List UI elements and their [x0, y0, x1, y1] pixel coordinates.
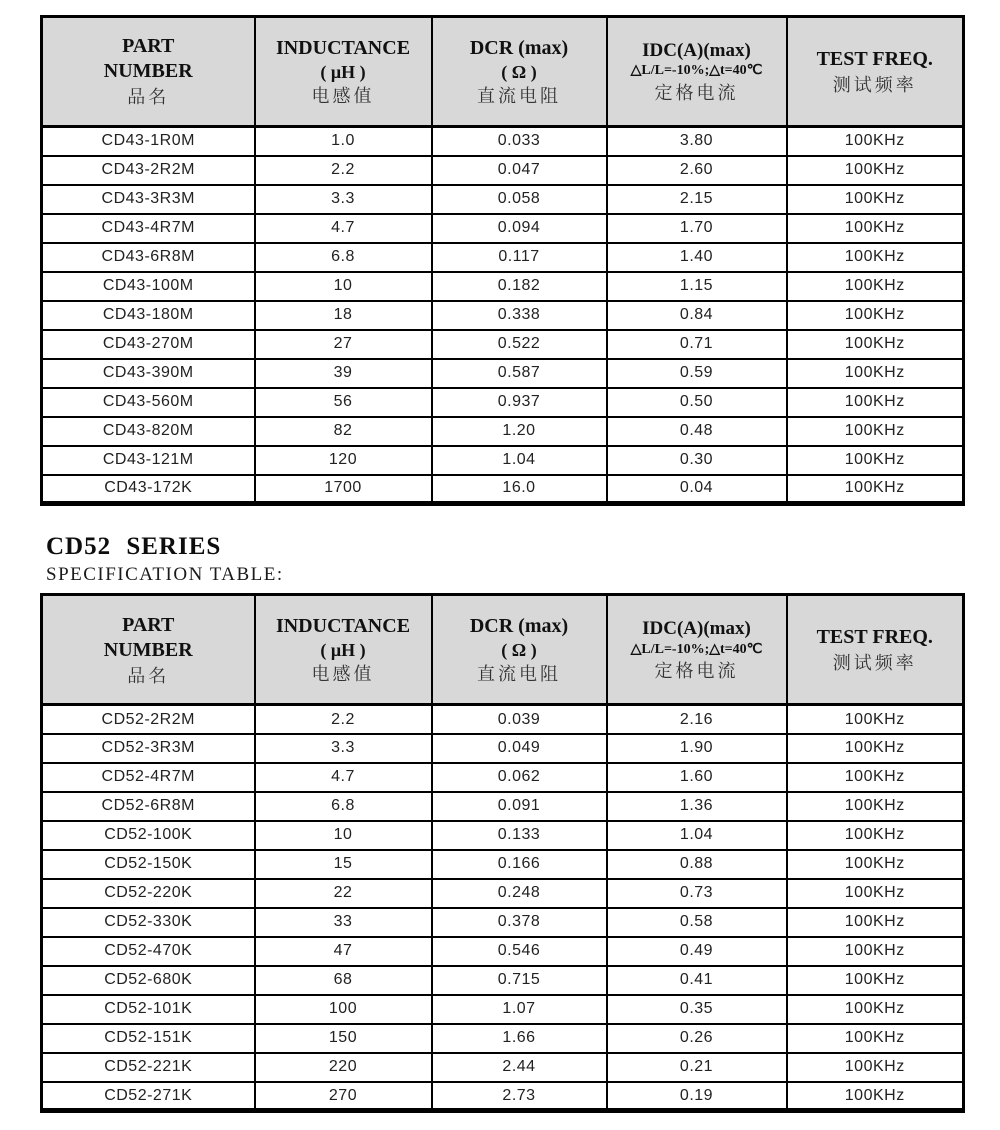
table-cell: 1.66 [432, 1024, 607, 1053]
header-line-unit: ( μH ) [320, 61, 366, 82]
table-cell: CD52-470K [42, 937, 255, 966]
header-line-cn: 品名 [127, 665, 170, 686]
table-row [42, 908, 964, 937]
table-cell: 0.71 [607, 330, 787, 359]
header-line-cn: 定格电流 [654, 661, 739, 682]
table-cell: 100KHz [787, 792, 964, 821]
table-cell: 100KHz [787, 705, 964, 734]
table-row [42, 243, 964, 272]
table-cell: 4.7 [255, 763, 432, 792]
header-line-cn: 电感值 [311, 664, 375, 685]
table-cell: 150 [255, 1024, 432, 1053]
col-header-test-freq [787, 595, 964, 705]
table-cell: 10 [255, 821, 432, 850]
table-header-row [42, 595, 964, 705]
table-cell: 0.094 [432, 214, 607, 243]
table-cell: 10 [255, 272, 432, 301]
table-cell: 100KHz [787, 850, 964, 879]
table-cell: 1.0 [255, 127, 432, 156]
table-cell: 2.44 [432, 1053, 607, 1082]
table-cell: 0.117 [432, 243, 607, 272]
table-cell: 47 [255, 937, 432, 966]
table-cell: 2.60 [607, 156, 787, 185]
table-cell: 2.15 [607, 185, 787, 214]
cd52-table-body [42, 705, 964, 1111]
table-cell: 6.8 [255, 243, 432, 272]
table-row [42, 734, 964, 763]
table-cell: 0.039 [432, 705, 607, 734]
table-cell: 0.73 [607, 879, 787, 908]
table-cell: 220 [255, 1053, 432, 1082]
header-line-cn: 直流电阻 [477, 86, 561, 106]
header-line-en: TEST FREQ. [816, 626, 933, 649]
table-cell: 68 [255, 966, 432, 995]
table-row [42, 417, 964, 446]
table-cell: CD43-2R2M [42, 156, 255, 185]
table-cell: 0.058 [432, 185, 607, 214]
table-cell: 100KHz [787, 995, 964, 1024]
table-row [42, 966, 964, 995]
table-cell: 0.26 [607, 1024, 787, 1053]
table-cell: 100KHz [787, 1024, 964, 1053]
table-cell: 33 [255, 908, 432, 937]
table-cell: CD52-330K [42, 908, 255, 937]
table-cell: CD43-172K [42, 475, 255, 504]
cd43-table-header [42, 17, 964, 127]
table-cell: CD43-270M [42, 330, 255, 359]
table-cell: CD43-1R0M [42, 127, 255, 156]
table-cell: CD43-560M [42, 388, 255, 417]
table-cell: 39 [255, 359, 432, 388]
table-cell: 0.88 [607, 850, 787, 879]
table-cell: 100KHz [787, 821, 964, 850]
table-row [42, 850, 964, 879]
table-cell: 100KHz [787, 879, 964, 908]
header-line-unit: ( μH ) [320, 639, 366, 660]
header-line-en: IDC(A)(max) [642, 39, 751, 61]
table-cell: 0.19 [607, 1082, 787, 1111]
table-cell: 0.35 [607, 995, 787, 1024]
table-cell: 100KHz [787, 359, 964, 388]
table-cell: CD52-6R8M [42, 792, 255, 821]
cd52-table-header [42, 595, 964, 705]
table-cell: CD52-150K [42, 850, 255, 879]
table-cell: 4.7 [255, 214, 432, 243]
table-row [42, 1053, 964, 1082]
table-cell: 100KHz [787, 966, 964, 995]
table-cell: 0.522 [432, 330, 607, 359]
table-row [42, 1024, 964, 1053]
table-cell: 100KHz [787, 475, 964, 504]
header-line-en: NUMBER [103, 638, 193, 661]
table-cell: 6.8 [255, 792, 432, 821]
table-cell: 0.59 [607, 359, 787, 388]
table-cell: 100KHz [787, 937, 964, 966]
table-row [42, 330, 964, 359]
table-cell: CD52-221K [42, 1053, 255, 1082]
table-cell: 0.049 [432, 734, 607, 763]
table-cell: 0.047 [432, 156, 607, 185]
table-cell: 2.2 [255, 705, 432, 734]
table-cell: 100KHz [787, 446, 964, 475]
header-line-cn: 测试频率 [832, 74, 917, 95]
table-cell: CD43-100M [42, 272, 255, 301]
table-row [42, 301, 964, 330]
table-cell: CD43-121M [42, 446, 255, 475]
table-cell: 0.30 [607, 446, 787, 475]
table-cell: 0.50 [607, 388, 787, 417]
table-cell: CD43-6R8M [42, 243, 255, 272]
table-cell: 0.58 [607, 908, 787, 937]
header-line-condition: △L/L=-10%;△t=40℃ [630, 641, 763, 657]
table-cell: 0.033 [432, 127, 607, 156]
table-cell: 1.36 [607, 792, 787, 821]
header-line-en: INDUCTANCE [275, 36, 411, 59]
table-cell: 15 [255, 850, 432, 879]
header-line-cn: 测试频率 [832, 653, 917, 674]
table-cell: CD52-100K [42, 821, 255, 850]
table-cell: CD43-3R3M [42, 185, 255, 214]
table-cell: 16.0 [432, 475, 607, 504]
table-row [42, 1082, 964, 1111]
table-cell: 0.41 [607, 966, 787, 995]
table-cell: 100KHz [787, 185, 964, 214]
table-cell: CD52-2R2M [42, 705, 255, 734]
table-cell: 100KHz [787, 301, 964, 330]
table-cell: 56 [255, 388, 432, 417]
col-header-idc [607, 595, 787, 705]
table-cell: 1.07 [432, 995, 607, 1024]
table-cell: 0.091 [432, 792, 607, 821]
header-line-en: NUMBER [103, 60, 193, 83]
table-cell: 100KHz [787, 1082, 964, 1111]
table-cell: CD52-4R7M [42, 763, 255, 792]
table-cell: 100KHz [787, 272, 964, 301]
table-cell: 18 [255, 301, 432, 330]
table-row [42, 127, 964, 156]
col-header-test-freq [787, 17, 964, 127]
table-cell: 0.378 [432, 908, 607, 937]
cd52-section-heading [46, 533, 962, 585]
table-cell: 1.40 [607, 243, 787, 272]
table-cell: 1.15 [607, 272, 787, 301]
table-cell: 0.84 [607, 301, 787, 330]
table-cell: 2.73 [432, 1082, 607, 1111]
table-header-row [42, 17, 964, 127]
header-line-unit: ( Ω ) [501, 639, 537, 660]
table-cell: 82 [255, 417, 432, 446]
table-cell: 1.20 [432, 417, 607, 446]
table-cell: CD43-4R7M [42, 214, 255, 243]
table-cell: 2.2 [255, 156, 432, 185]
header-line-condition: △L/L=-10%;△t=40℃ [630, 63, 763, 79]
table-cell: 1.60 [607, 763, 787, 792]
table-row [42, 705, 964, 734]
header-line-cn: 品名 [127, 87, 170, 108]
table-cell: 0.21 [607, 1053, 787, 1082]
col-header-inductance [255, 595, 432, 705]
section-title: CD52 SERIES [46, 533, 222, 560]
table-cell: 100KHz [787, 243, 964, 272]
table-cell: 100KHz [787, 156, 964, 185]
table-cell: CD52-151K [42, 1024, 255, 1053]
table-cell: 0.166 [432, 850, 607, 879]
table-cell: 100KHz [787, 330, 964, 359]
table-row [42, 937, 964, 966]
table-cell: 100KHz [787, 908, 964, 937]
table-cell: 0.04 [607, 475, 787, 504]
header-line-en: TEST FREQ. [816, 47, 933, 70]
header-line-cn: 定格电流 [654, 82, 739, 103]
table-row [42, 446, 964, 475]
col-header-dcr [432, 595, 607, 705]
table-cell: 0.49 [607, 937, 787, 966]
table-cell: CD52-680K [42, 966, 255, 995]
table-cell: 0.937 [432, 388, 607, 417]
table-cell: 100KHz [787, 417, 964, 446]
header-line-unit: ( Ω ) [501, 61, 537, 82]
table-cell: CD52-101K [42, 995, 255, 1024]
table-row [42, 359, 964, 388]
col-header-part-number [42, 595, 255, 705]
table-cell: 0.133 [432, 821, 607, 850]
table-cell: 1700 [255, 475, 432, 504]
table-cell: 0.182 [432, 272, 607, 301]
table-cell: 120 [255, 446, 432, 475]
table-cell: 3.80 [607, 127, 787, 156]
header-line-en: DCR (max) [469, 36, 569, 59]
table-row [42, 821, 964, 850]
table-row [42, 792, 964, 821]
table-row [42, 156, 964, 185]
table-cell: 0.546 [432, 937, 607, 966]
table-row [42, 388, 964, 417]
table-cell: 100KHz [787, 388, 964, 417]
table-row [42, 995, 964, 1024]
cd52-series-table [40, 593, 965, 1113]
table-cell: 270 [255, 1082, 432, 1111]
col-header-inductance [255, 17, 432, 127]
header-line-en: DCR (max) [469, 614, 569, 637]
table-row [42, 879, 964, 908]
header-line-en: IDC(A)(max) [642, 617, 751, 639]
table-cell: 27 [255, 330, 432, 359]
table-cell: 3.3 [255, 734, 432, 763]
col-header-idc [607, 17, 787, 127]
table-cell: 0.062 [432, 763, 607, 792]
table-cell: 100 [255, 995, 432, 1024]
header-line-cn: 电感值 [311, 86, 375, 106]
table-cell: CD52-271K [42, 1082, 255, 1111]
table-cell: 0.248 [432, 879, 607, 908]
table-cell: CD52-3R3M [42, 734, 255, 763]
table-cell: 1.04 [607, 821, 787, 850]
table-cell: CD43-180M [42, 301, 255, 330]
table-cell: 100KHz [787, 763, 964, 792]
table-cell: 100KHz [787, 734, 964, 763]
table-cell: 0.48 [607, 417, 787, 446]
col-header-part-number [42, 17, 255, 127]
table-cell: 100KHz [787, 1053, 964, 1082]
table-cell: CD43-820M [42, 417, 255, 446]
section-subtitle: SPECIFICATION TABLE: [46, 563, 284, 585]
table-cell: 22 [255, 879, 432, 908]
table-cell: 0.587 [432, 359, 607, 388]
table-cell: CD52-220K [42, 879, 255, 908]
table-cell: 100KHz [787, 127, 964, 156]
table-row [42, 272, 964, 301]
table-row [42, 214, 964, 243]
header-line-cn: 直流电阻 [477, 664, 561, 685]
header-line-en: PART [122, 35, 175, 58]
header-line-en: INDUCTANCE [275, 614, 411, 637]
table-cell: 100KHz [787, 214, 964, 243]
table-cell: CD43-390M [42, 359, 255, 388]
table-cell: 1.90 [607, 734, 787, 763]
table-row [42, 475, 964, 504]
table-cell: 2.16 [607, 705, 787, 734]
table-cell: 0.338 [432, 301, 607, 330]
table-row [42, 763, 964, 792]
table-cell: 3.3 [255, 185, 432, 214]
table-cell: 1.04 [432, 446, 607, 475]
cd43-series-table [40, 15, 965, 506]
header-line-en: PART [122, 613, 175, 636]
table-cell: 0.715 [432, 966, 607, 995]
cd43-table-body [42, 127, 964, 504]
col-header-dcr [432, 17, 607, 127]
table-row [42, 185, 964, 214]
table-cell: 1.70 [607, 214, 787, 243]
